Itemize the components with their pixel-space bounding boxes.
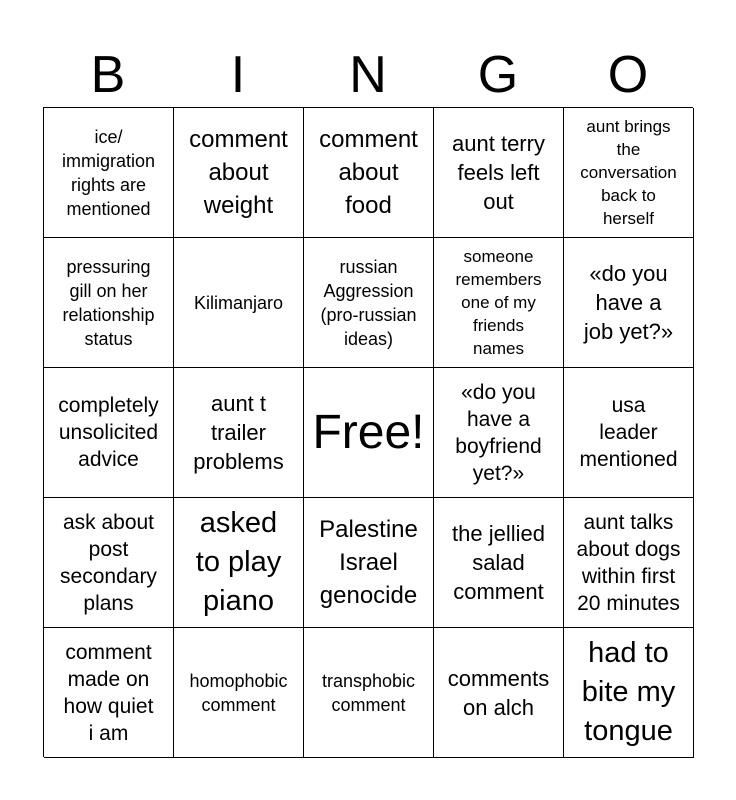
cell-text: comment made on how quiet i am: [63, 640, 154, 745]
cell-text: Kilimanjaro: [193, 292, 284, 313]
cell-text: homophobic comment: [189, 670, 288, 715]
bingo-cell[interactable]: [434, 498, 564, 628]
cell-text: comment about food: [319, 126, 418, 219]
header-letter-n: N: [349, 46, 387, 104]
bingo-cell[interactable]: [44, 108, 174, 238]
cell-text: pressuring gill on her relationship status: [62, 256, 155, 349]
free-space-text: Free!: [312, 405, 425, 459]
header-letter-b: B: [90, 46, 126, 104]
bingo-cell[interactable]: [44, 498, 174, 628]
bingo-cell[interactable]: [44, 368, 174, 498]
bingo-cell[interactable]: [564, 628, 694, 758]
cell-text: comment about weight: [189, 126, 288, 219]
bingo-cell[interactable]: [44, 628, 174, 758]
bingo-cell[interactable]: [304, 498, 434, 628]
cell-text: aunt t trailer problems: [193, 391, 284, 474]
cell-text: aunt talks about dogs within first 20 minutes: [576, 510, 681, 615]
bingo-cell[interactable]: [434, 238, 564, 368]
bingo-cell[interactable]: [174, 628, 304, 758]
bingo-cell[interactable]: [564, 108, 694, 238]
header-letter-g: G: [477, 46, 519, 104]
bingo-cell[interactable]: [174, 238, 304, 368]
cell-text: ask about post secondary plans: [60, 510, 157, 615]
bingo-cell-free[interactable]: [304, 368, 434, 498]
bingo-grid: [43, 107, 693, 757]
bingo-cell[interactable]: [174, 368, 304, 498]
cell-text: asked to play piano: [195, 507, 282, 617]
cell-text: Palestine Israel genocide: [319, 516, 418, 609]
bingo-cell[interactable]: [304, 108, 434, 238]
cell-text: someone remembers one of my friends names: [455, 247, 542, 358]
cell-text: aunt terry feels left out: [452, 131, 545, 214]
cell-text: «do you have a boyfriend yet?»: [455, 380, 542, 485]
bingo-cell[interactable]: [174, 108, 304, 238]
header-letter-i: I: [230, 46, 246, 104]
cell-text: «do you have a job yet?»: [583, 261, 674, 344]
bingo-cell[interactable]: [564, 238, 694, 368]
cell-text: russian Aggression (pro-russian ideas): [320, 256, 417, 349]
bingo-cell[interactable]: [174, 498, 304, 628]
cell-text: ice/ immigration rights are mentioned: [61, 126, 156, 219]
header-letter-o: O: [607, 46, 649, 104]
cell-text: aunt brings the conversation back to herself: [580, 117, 677, 228]
cell-text: transphobic comment: [321, 670, 416, 715]
bingo-cell[interactable]: [434, 368, 564, 498]
cell-text: had to bite my tongue: [581, 637, 676, 747]
cell-text: completely unsolicited advice: [58, 394, 159, 471]
bingo-cell[interactable]: [564, 368, 694, 498]
bingo-cell[interactable]: [304, 628, 434, 758]
bingo-cell[interactable]: [564, 498, 694, 628]
bingo-cell[interactable]: [304, 238, 434, 368]
cell-text: the jellied salad comment: [452, 521, 545, 604]
bingo-cell[interactable]: [434, 108, 564, 238]
cell-text: comments on alch: [447, 665, 550, 720]
cell-text: usa leader mentioned: [579, 394, 678, 471]
bingo-header: [43, 44, 693, 106]
bingo-cell[interactable]: [434, 628, 564, 758]
bingo-cell[interactable]: [44, 238, 174, 368]
